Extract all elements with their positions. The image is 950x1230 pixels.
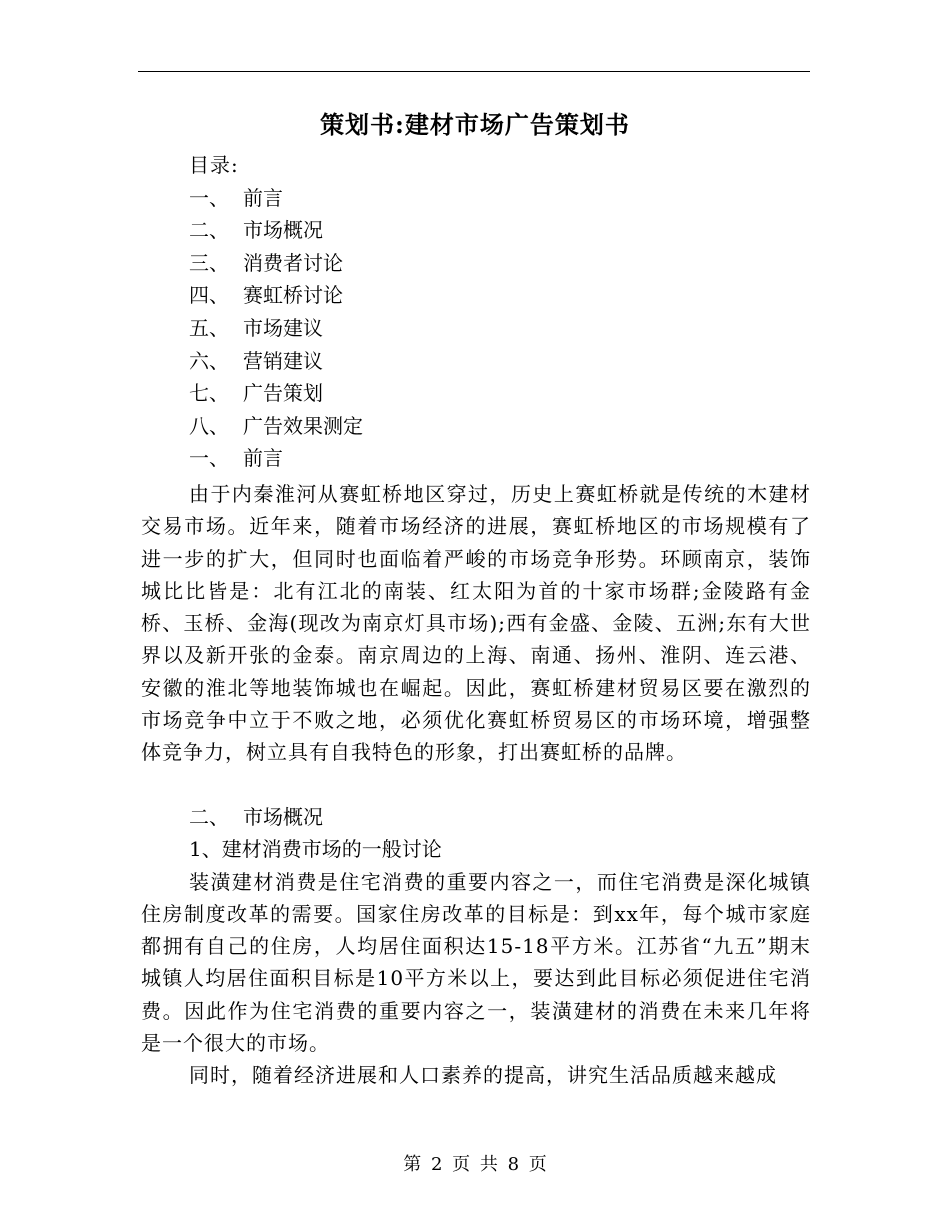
page-title: 策划书:建材市场广告策划书 [320,110,630,139]
section-heading [189,442,809,475]
toc-item-label: 市场概况 [243,218,323,243]
header-rule [138,71,810,72]
section-1-body [141,478,811,769]
body-paragraph: 装潢建材消费是住宅消费的重要内容之一，而住宅消费是深化城镇住房制度改革的需要。国家住房改革的目标是：到xx年，每个城市家庭都拥有自己的住房，人均居住面积达15-18平方米。江苏省“九五”期末城镇人均居住面积目标是10平方米以上，要达到此目标必须促进住宅消费。因此作为住宅消费的重要内容之一，装潢建材的消费在未来几年将是一个很大的市场。 [141,869,811,1056]
section-heading-label: 市场概况 [243,805,323,829]
toc-item-number: 八、 [189,413,229,438]
toc-item-label: 广告效果测定 [243,413,363,438]
toc-item-number: 二、 [189,218,229,243]
body-paragraph: 由于内秦淮河从赛虹桥地区穿过，历史上赛虹桥就是传统的木建材交易市场。近年来，随着市场经济的进展，赛虹桥地区的市场规模有了进一步的扩大，但同时也面临着严峻的市场竞争形势。环顾南京，装饰城比比皆是：北有江北的南装、红太阳为首的十家市场群;金陵路有金桥、玉桥、金海(现改为南京灯具市场);西有金盛、金陵、五洲;东有大世界以及新开张的金泰。南京周边的上海、南通、扬州、淮阴、连云港、安徽的淮北等地装饰城也在崛起。因此，赛虹桥建材贸易区要在激烈的市场竞争中立于不败之地，必须优化赛虹桥贸易区的市场环境，增强整体竞争力，树立具有自我特色的形象，打出赛虹桥的品牌。 [141,482,811,765]
body-paragraph: 同时，随着经济进展和人口素养的提高，讲究生活品质越来越成 [189,1063,777,1088]
toc-item-label: 市场建议 [243,315,323,340]
toc-item-label: 前言 [243,185,283,210]
toc-item-label: 营销建议 [243,348,323,373]
toc-item-label: 赛虹桥讨论 [243,283,343,308]
toc-item-number: 六、 [189,348,229,373]
subsection-heading: 1、建材消费市场的一般讨论 [189,837,442,862]
toc-item [189,214,809,247]
toc-item-label: 消费者讨论 [243,250,343,275]
section-heading-number: 二、 [189,805,229,829]
toc-item-number: 五、 [189,315,229,340]
section-2 [141,801,811,1092]
toc-item [189,345,809,378]
toc-item-number: 三、 [189,250,229,275]
toc-item-number: 一、 [189,185,229,210]
toc-item-label: 广告策划 [243,381,323,406]
page-footer: 第 2 页 共 8 页 [403,1154,547,1175]
toc-item [189,247,809,280]
toc-item [189,410,809,443]
section-heading [141,801,811,833]
toc-item [189,312,809,345]
section-heading-label: 前言 [243,446,283,471]
toc-heading: 目录: [189,153,239,177]
toc-item [189,279,809,312]
toc-item [189,377,809,410]
section-heading-number: 一、 [189,446,229,471]
toc-item [189,182,809,215]
toc-item-number: 七、 [189,381,229,406]
toc-item-number: 四、 [189,283,229,308]
table-of-contents [189,149,809,475]
